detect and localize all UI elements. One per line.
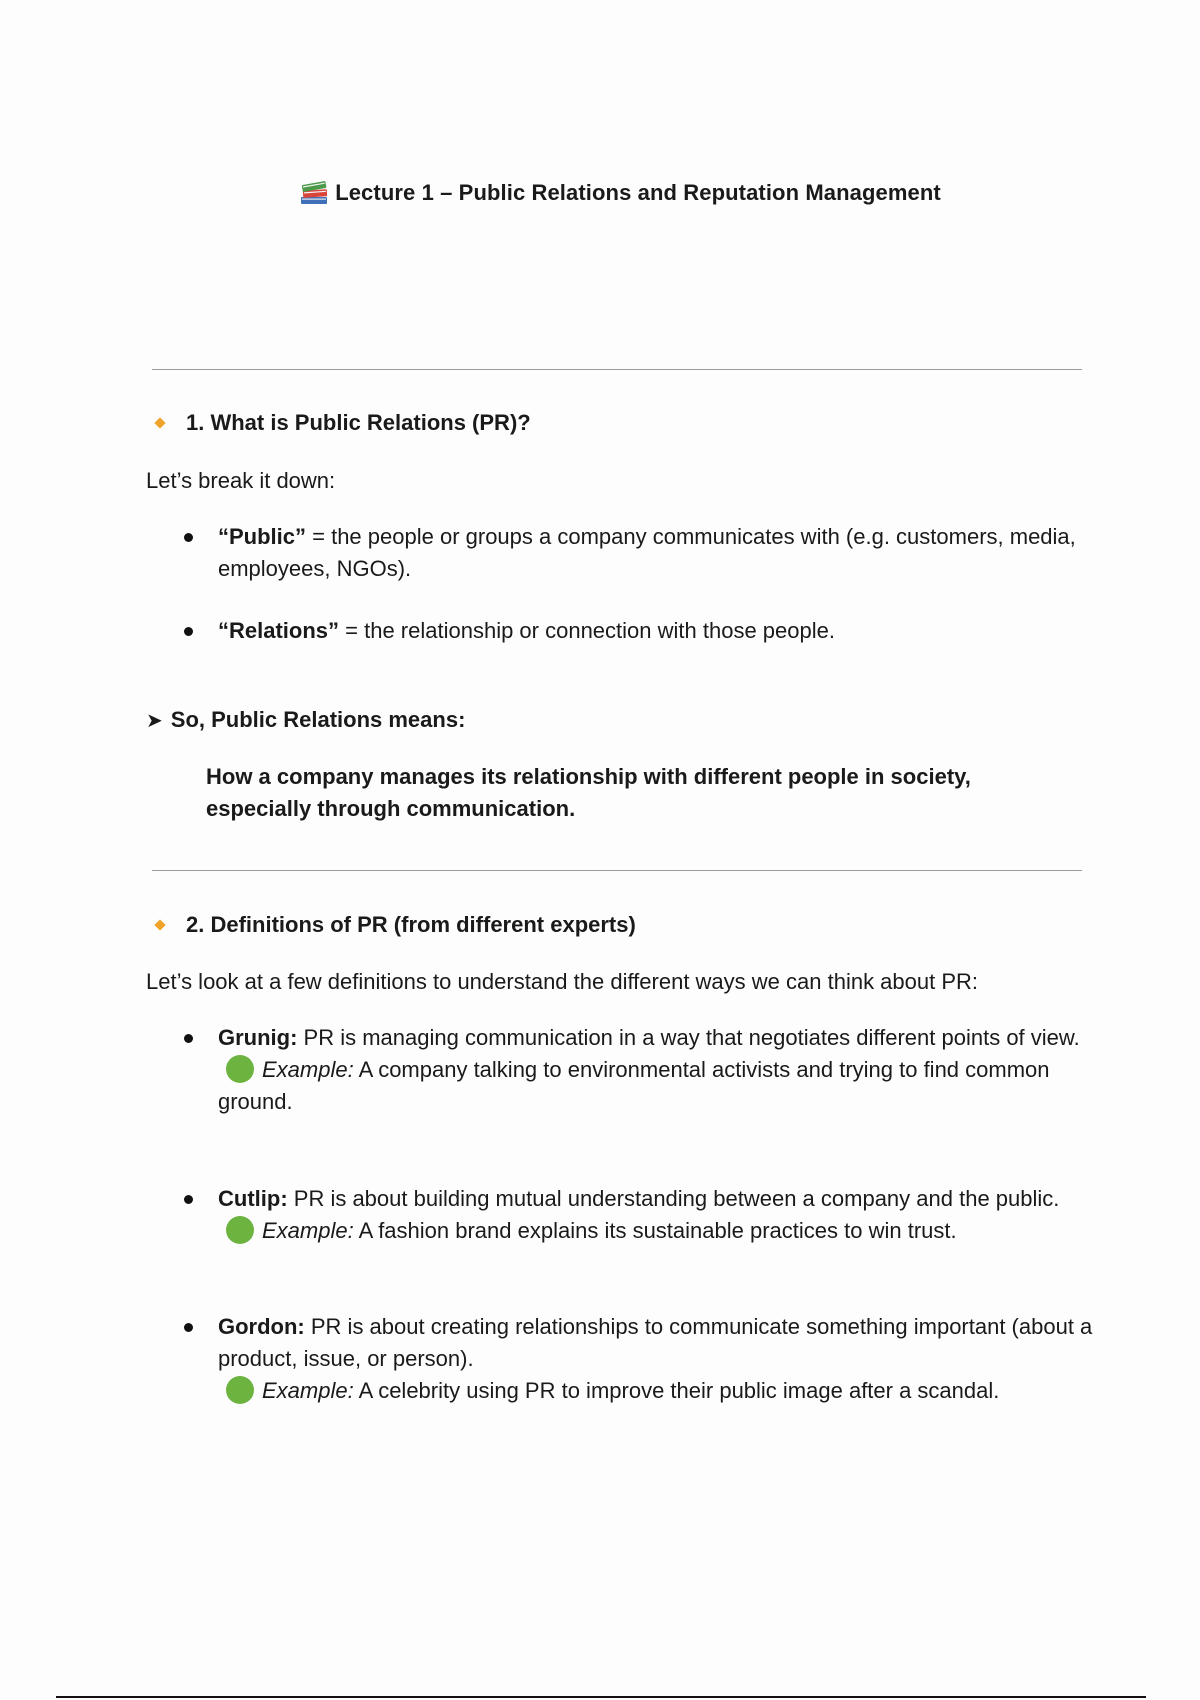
diamond-icon (154, 417, 165, 428)
example-label: Example: (262, 1378, 354, 1403)
green-circle-icon (226, 1055, 254, 1083)
bullet-text: PR is about building mutual understanding between a company and the public. (287, 1186, 1060, 1211)
example-text: A fashion brand explains its sustainable practices to win trust. (353, 1218, 957, 1243)
list-item (218, 615, 1098, 647)
conclusion-quote: How a company manages its relationship with different people in society, especially through communication. (206, 764, 971, 821)
green-circle-icon (226, 1376, 254, 1404)
bullet-text: = the people or groups a company communicates with (e.g. customers, media, employees, NGOs). (218, 524, 1076, 581)
list-item (218, 521, 1098, 585)
section-1-heading-text: 1. What is Public Relations (PR)? (186, 410, 531, 435)
books-icon (299, 180, 329, 206)
bullet-term: Gordon: (218, 1314, 305, 1339)
bullet-dot (184, 1195, 193, 1204)
page-title (0, 180, 1200, 206)
bullet-dot (184, 1034, 193, 1043)
page-bottom-border (56, 1696, 1146, 1698)
bullet-term: “Relations” (218, 618, 340, 643)
divider (152, 870, 1082, 871)
example-label: Example: (262, 1218, 354, 1243)
conclusion-label-text: So, Public Relations means: (170, 707, 466, 732)
list-item (218, 1311, 1098, 1407)
section-heading-1 (152, 410, 531, 436)
example-text: A company talking to environmental activists and trying to find common ground. (218, 1057, 1050, 1114)
bullet-term: Cutlip: (218, 1186, 288, 1211)
example-text: A celebrity using PR to improve their public image after a scandal. (353, 1378, 1000, 1403)
divider (152, 369, 1082, 370)
section-1-intro: Let’s break it down: (146, 468, 336, 493)
section-2-intro: Let’s look at a few definitions to understand the different ways we can think about PR: (146, 969, 979, 994)
list-item (218, 1183, 1098, 1247)
conclusion-label (146, 704, 465, 736)
bullet-text: PR is managing communication in a way that negotiates different points of view. (297, 1025, 1080, 1050)
bullet-dot (184, 627, 193, 636)
green-circle-icon (226, 1216, 254, 1244)
bullet-text: PR is about creating relationships to communicate something important (about a product, issue, or person). (218, 1314, 1093, 1371)
list-item (218, 1022, 1098, 1118)
bullet-dot (184, 533, 193, 542)
section-heading-2 (152, 912, 636, 938)
bullet-text: = the relationship or connection with those people. (339, 618, 835, 643)
example-label: Example: (262, 1057, 354, 1082)
arrow-right-icon: ➤ (146, 708, 163, 732)
section-2-heading-text: 2. Definitions of PR (from different experts) (186, 912, 636, 937)
diamond-icon (154, 919, 165, 930)
bullet-term: “Public” (218, 524, 307, 549)
bullet-dot (184, 1323, 193, 1332)
title-text: Lecture 1 – Public Relations and Reputation Management (335, 180, 941, 205)
bullet-term: Grunig: (218, 1025, 298, 1050)
